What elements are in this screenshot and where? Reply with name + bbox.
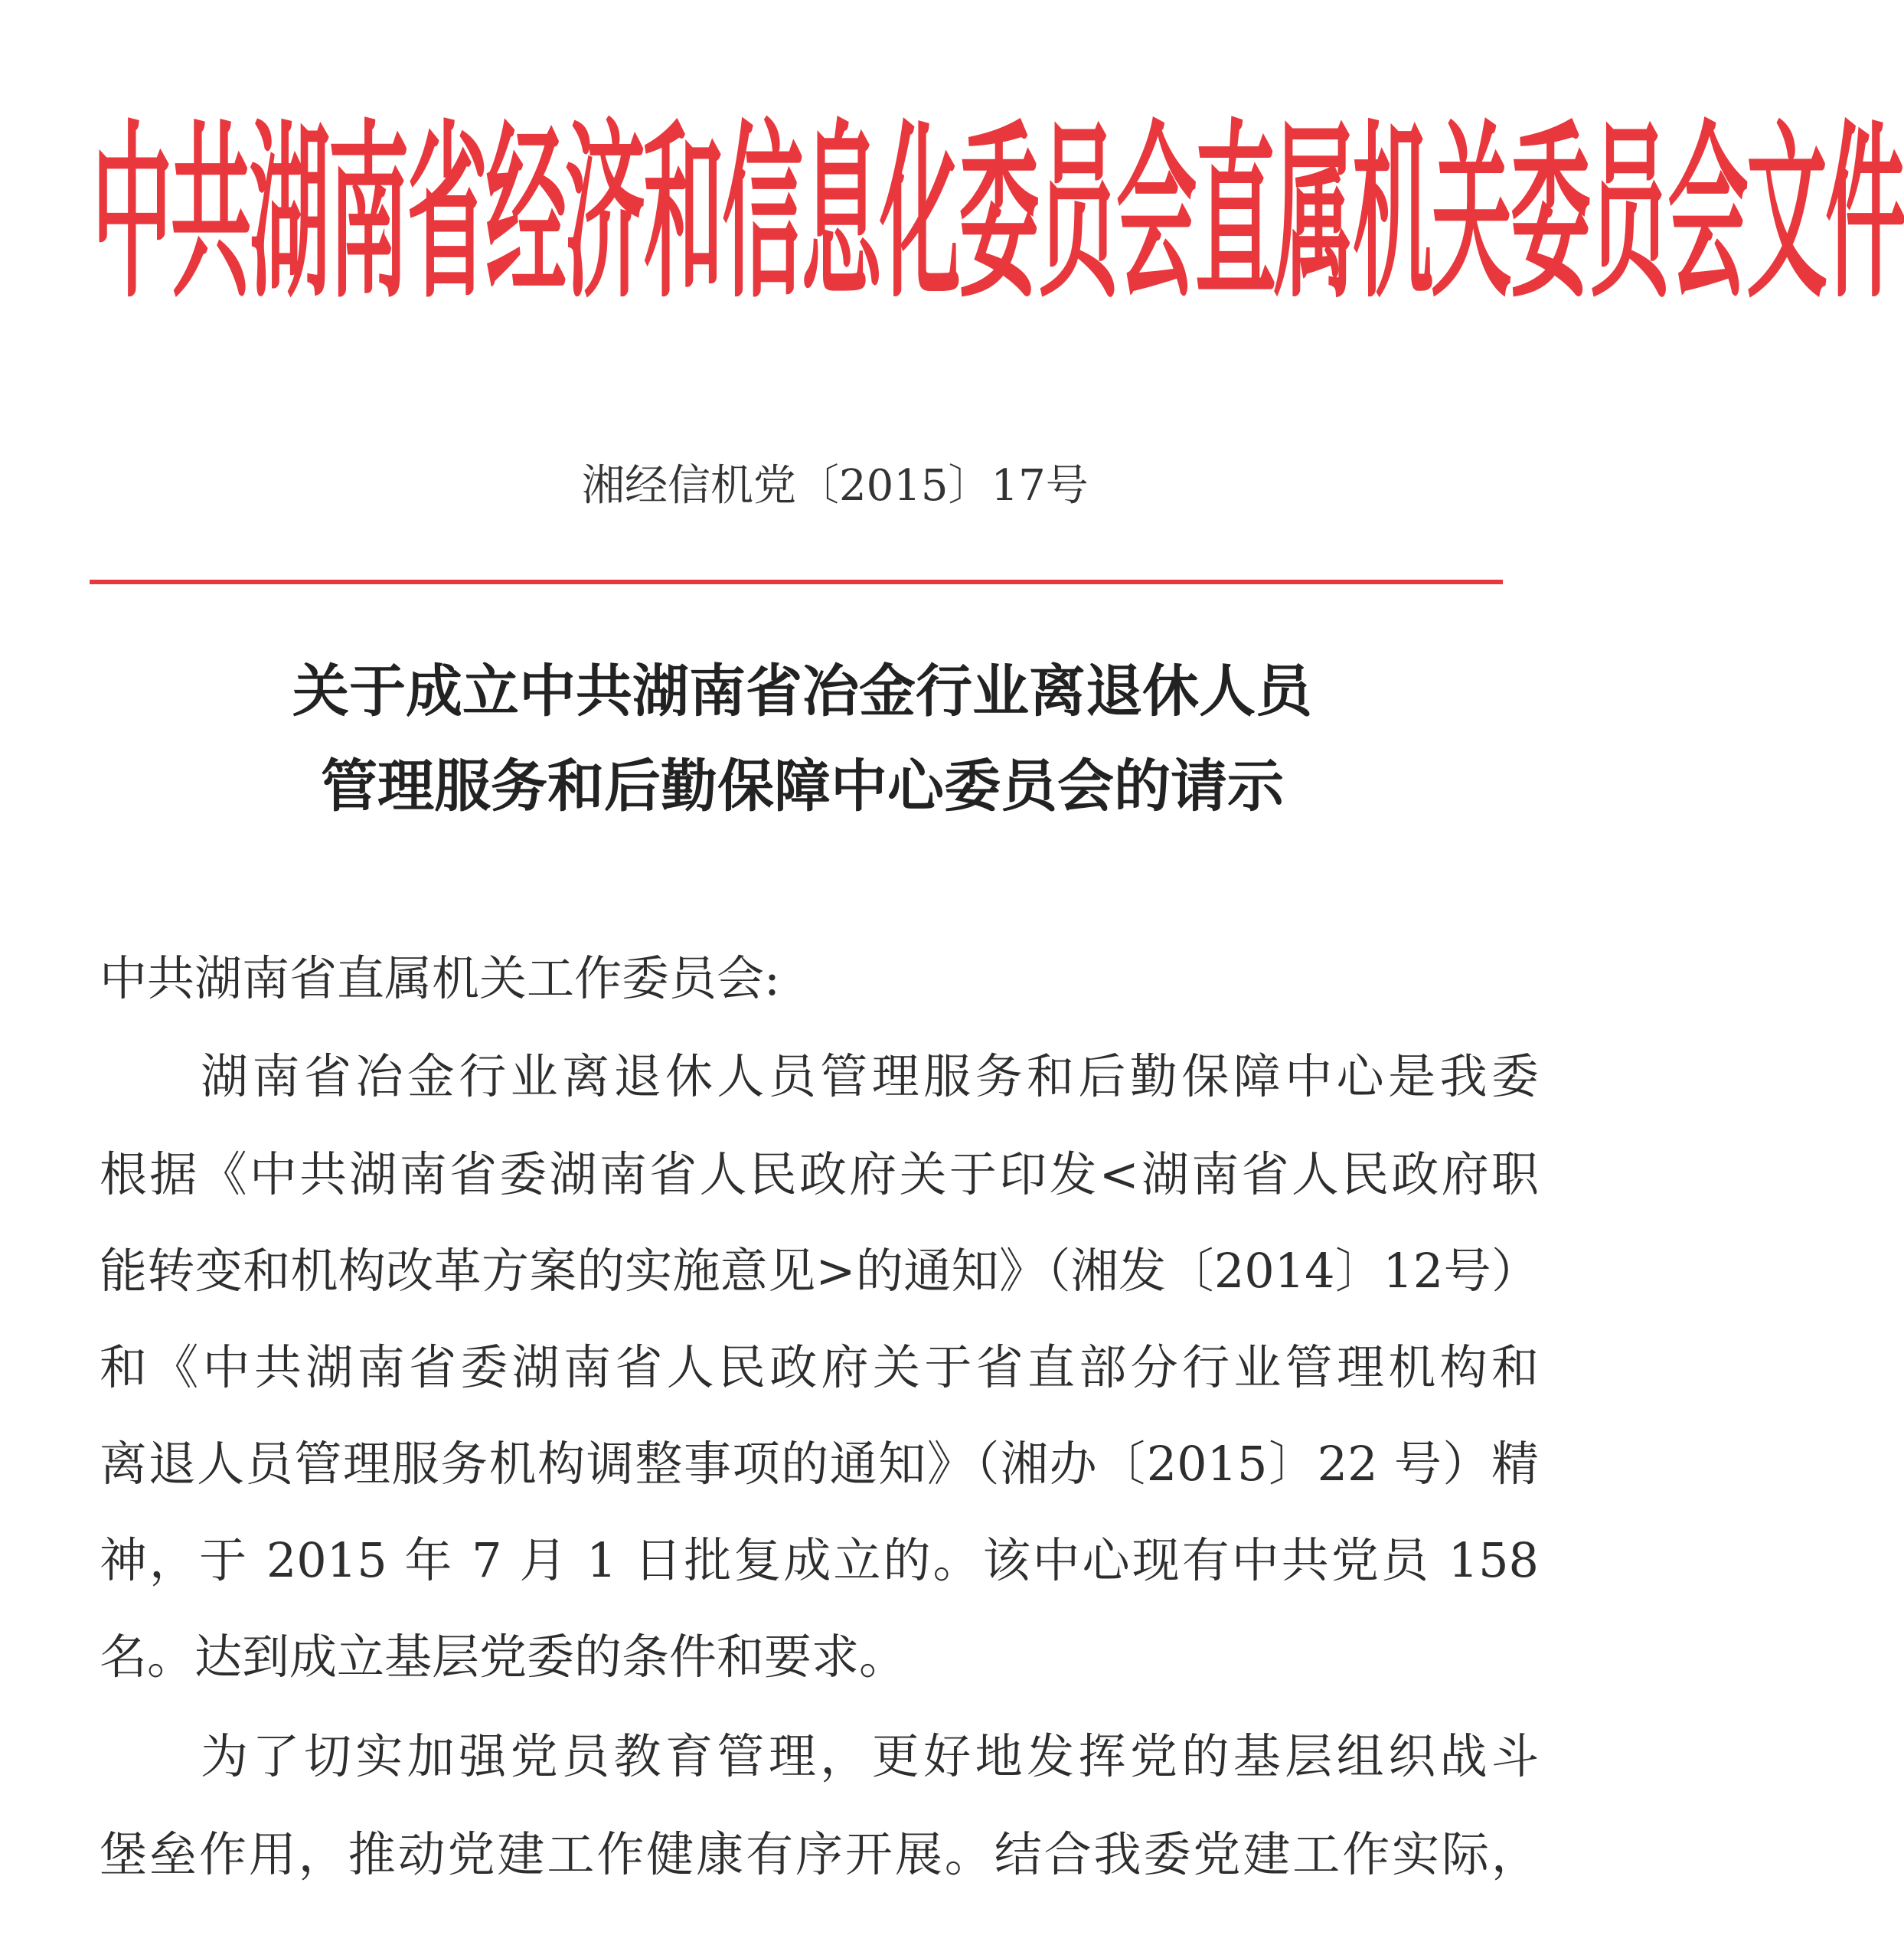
- body-line-2: 根据《中共湖南省委湖南省人民政府关于印发<湖南省人民政府职: [100, 1146, 1539, 1202]
- body-line-6: 神，于 2015 年 7 月 1 日批复成立的。该中心现有中共党员 158: [100, 1532, 1539, 1588]
- issuer-title: 中共湖南省经济和信息化委员会直属机关委员会文件: [92, 104, 1904, 325]
- subject-title-line-1: 关于成立中共湖南省冶金行业离退休人员: [292, 659, 1312, 724]
- red-divider-line: [90, 580, 1503, 584]
- body-line-5: 离退人员管理服务机构调整事项的通知》（湘办〔2015〕22 号）精: [100, 1436, 1539, 1492]
- body-line-1: 湖南省冶金行业离退休人员管理服务和后勤保障中心是我委: [201, 1048, 1539, 1104]
- body-line-3: 能转变和机构改革方案的实施意见>的通知》（湘发〔2014〕12号）: [100, 1243, 1539, 1299]
- document-number: 湘经信机党〔2015〕17号: [582, 461, 1089, 511]
- body-line-7: 名。达到成立基层党委的条件和要求。: [100, 1629, 907, 1685]
- addressee: 中共湖南省直属机关工作委员会:: [100, 950, 780, 1006]
- body-line-4: 和《中共湖南省委湖南省人民政府关于省直部分行业管理机构和: [100, 1339, 1539, 1395]
- subject-title-line-2: 管理服务和后勤保障中心委员会的请示: [321, 753, 1284, 819]
- body-line-9: 堡垒作用，推动党建工作健康有序开展。结合我委党建工作实际，: [100, 1826, 1539, 1882]
- body-line-8: 为了切实加强党员教育管理，更好地发挥党的基层组织战斗: [201, 1728, 1539, 1784]
